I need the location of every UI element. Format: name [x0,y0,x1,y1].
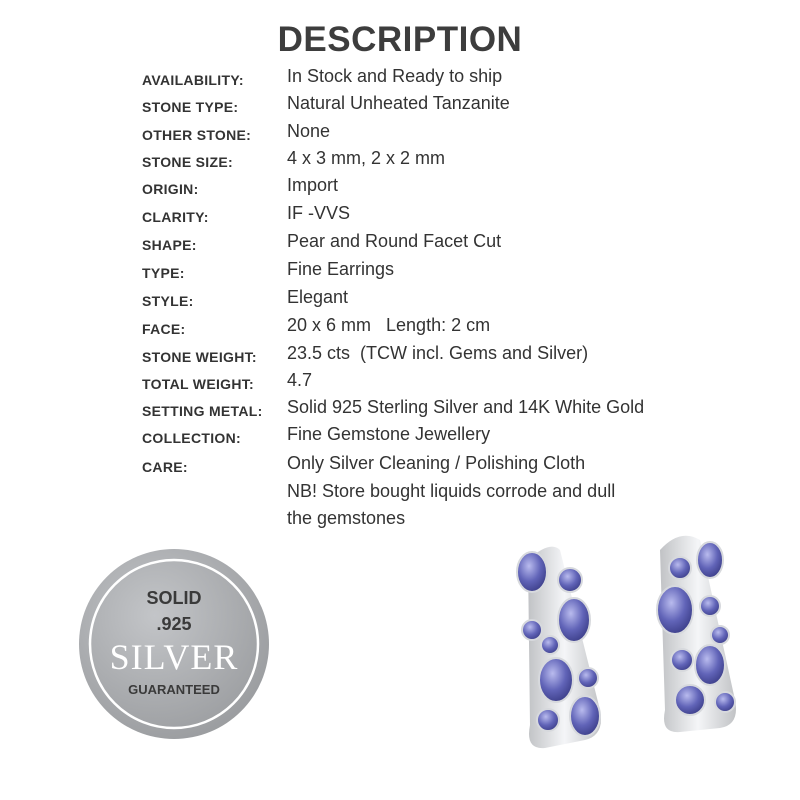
badge-925: .925 [156,614,192,634]
spec-row-total-weight [0,370,800,396]
spec-label: OTHER STONE: [142,127,252,143]
spec-label: AVAILABILITY: [142,72,244,88]
spec-label: CARE: [142,459,188,475]
spec-row-stone-size [0,148,800,174]
page-title: DESCRIPTION [277,20,523,59]
spec-value: In Stock and Ready to ship [287,66,503,86]
spec-value: Solid 925 Sterling Silver and 14K White Gold [287,397,645,417]
spec-row-stone-type [0,93,800,119]
spec-label: STONE TYPE: [142,99,239,115]
spec-label: SHAPE: [142,237,197,253]
spec-label: FACE: [142,321,186,337]
spec-value: Natural Unheated Tanzanite [287,93,510,113]
badge-silver: SILVER [109,637,239,677]
spec-row-availability [0,66,800,92]
spec-row-style [0,287,800,313]
care-note: the gemstones [287,508,406,528]
spec-row-type [0,259,800,285]
spec-value: Elegant [287,287,349,307]
spec-label: STYLE: [142,293,194,309]
spec-row-origin [0,175,800,201]
spec-value: 23.5 cts (TCW incl. Gems and Silver) [287,343,589,363]
spec-value: Only Silver Cleaning / Polishing Cloth [287,453,586,473]
spec-row-stone-weight [0,343,800,369]
spec-value: IF -VVS [287,203,351,223]
product-photo-earrings [490,520,770,780]
solid-silver-badge [78,548,270,740]
spec-label: SETTING METAL: [142,403,263,419]
spec-row-shape [0,231,800,257]
earrings-illustration [490,520,770,780]
spec-label: ORIGIN: [142,181,199,197]
spec-value: Pear and Round Facet Cut [287,231,502,251]
spec-row-care [0,453,800,479]
spec-row-setting-metal [0,397,800,423]
spec-row-other-stone [0,121,800,147]
spec-label: CLARITY: [142,209,209,225]
spec-label: TYPE: [142,265,185,281]
spec-value: 4.7 [287,370,313,390]
badge-solid: SOLID [146,588,202,608]
spec-value: Fine Gemstone Jewellery [287,424,491,444]
spec-row-face [0,315,800,341]
spec-label: STONE WEIGHT: [142,349,257,365]
spec-value: 4 x 3 mm, 2 x 2 mm [287,148,446,168]
spec-row-clarity [0,203,800,229]
spec-value: None [287,121,331,141]
spec-value: Fine Earrings [287,259,395,279]
spec-value: 20 x 6 mm Length: 2 cm [287,315,491,335]
spec-label: TOTAL WEIGHT: [142,376,255,392]
spec-row-collection [0,424,800,450]
spec-label: COLLECTION: [142,430,241,446]
spec-label: STONE SIZE: [142,154,233,170]
badge-guaranteed: GUARANTEED [128,682,220,697]
care-note: NB! Store bought liquids corrode and dull [287,481,616,501]
spec-value: Import [287,175,339,195]
